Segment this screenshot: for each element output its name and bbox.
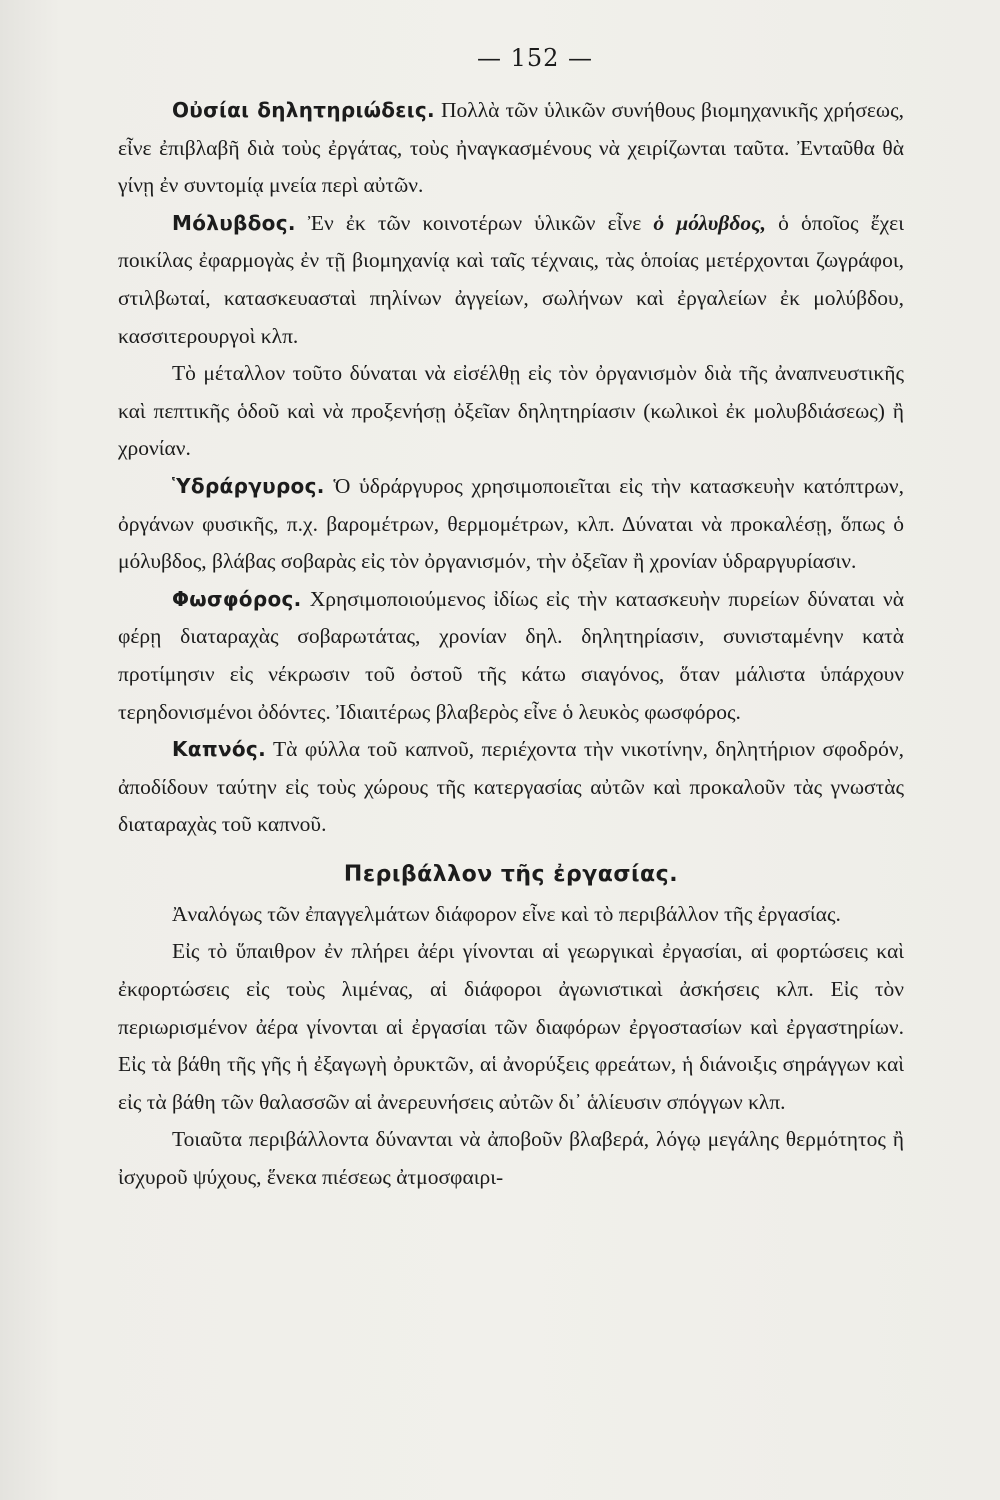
paragraph-text: Ὁ ὑδράργυρος χρησιμοποιεῖται εἰς τὴν κατασκευὴν κατόπτρων, ὀργάνων φυσικῆς, π.χ. βαρομέτρων, θερμομέτρων, κλπ. Δύναται νὰ προκαλέσῃ, ὅπως ὁ μόλυβδος, βλάβας σοβαρὰς εἰς τὸν ὀργανισμόν, τὴν ὀξεῖαν ἢ χρονίαν ὑδραργυρίασιν.: [118, 473, 904, 574]
paragraph-lead-effects: [118, 355, 904, 468]
paragraph-text: ὁ ὁποῖος ἔχει ποικίλας ἐφαρμογὰς ἐν τῇ βιομηχανίᾳ καὶ ταῖς τέχναις, τὰς ὁποίας μετέρχονται ζωγράφοι, στιλβωταί, κατασκευασταὶ πηλίνων ἀγγείων, σωλήνων καὶ ἐργαλείων ἐκ μολύβδου, κασσιτερουργοὶ κλπ.: [118, 210, 904, 348]
lead-lead: Μόλυβδος.: [172, 210, 296, 235]
paragraph-lead: [118, 205, 904, 355]
emphasized-term: ὁ μόλυβδος,: [653, 210, 767, 235]
page-body: [118, 92, 904, 1197]
paragraph-work-environment: [118, 896, 904, 934]
paragraph-harmful-environments: [118, 1121, 904, 1196]
paragraph-mercury: [118, 468, 904, 581]
lead-phosphorus: Φωσφόρος.: [172, 586, 302, 611]
paragraph-text: Εἰς τὸ ὕπαιθρον ἐν πλήρει ἀέρι γίνονται αἱ γεωργικαὶ ἐργασίαι, αἱ φορτώσεις καὶ ἐκφορτώσεις εἰς τοὺς λιμένας, αἱ διάφοροι ἀγωνιστικαὶ ἀσκήσεις κλπ. Εἰς τὸν περιωρισμένον ἀέρα γίνονται αἱ ἐργασίαι τῶν διαφόρων ἐργοστασίων καὶ ἐργαστηρίων. Εἰς τὰ βάθη τῆς γῆς ἡ ἐξαγωγὴ ὀρυκτῶν, αἱ ἀνορύξεις φρεάτων, ἡ διάνοιξις σηράγγων καὶ εἰς τὰ βάθη τῶν θαλασσῶν αἱ ἀνερευνήσεις αὐτῶν δι᾽ ἁλίευσιν σπόγγων κλπ.: [118, 939, 904, 1114]
paragraph-phosphorus: [118, 581, 904, 731]
paragraph-text: Ἀναλόγως τῶν ἐπαγγελμάτων διάφορον εἶνε καὶ τὸ περιβάλλον τῆς ἐργασίας.: [172, 901, 841, 926]
paragraph-tobacco: [118, 731, 904, 844]
paragraph-environment-types: [118, 933, 904, 1121]
paragraph-text: Πολλὰ τῶν ὑλικῶν συνήθους βιομηχανικῆς χρήσεως, εἶνε ἐπιβλαβῆ διὰ τοὺς ἐργάτας, τοὺς ἠναγκασμένους νὰ χειρίζωνται ταῦτα. Ἐνταῦθα θὰ γίνῃ ἐν συντομίᾳ μνεία περὶ αὐτῶν.: [118, 98, 904, 198]
paragraph-toxic-substances: [118, 92, 904, 205]
paragraph-text: Τοιαῦτα περιβάλλοντα δύνανται νὰ ἀποβοῦν βλαβερά, λόγῳ μεγάλης θερμότητος ἢ ἰσχυροῦ ψύχους, ἕνεκα πιέσεως ἀτμοσφαιρι-: [118, 1127, 904, 1190]
lead-mercury: Ὑδράργυρος.: [172, 473, 325, 498]
paragraph-text: Χρησιμοποιούμενος ἰδίως εἰς τὴν κατασκευὴν πυρείων δύναται νὰ φέρῃ διαταραχὰς σοβαρωτάτας, χρονίαν δηλ. δηλητηρίασιν, συνισταμένην κατὰ προτίμησιν εἰς νέκρωσιν τοῦ ὀστοῦ τῆς κάτω σιαγόνος, ὅταν μάλιστα ὑπάρχουν τερηδονισμένοι ὀδόντες. Ἰδιαιτέρως βλαβερὸς εἶνε ὁ λευκὸς φωσφόρος.: [118, 586, 904, 724]
paragraph-text: Τὸ μέταλλον τοῦτο δύναται νὰ εἰσέλθῃ εἰς τὸν ὀργανισμὸν διὰ τῆς ἀναπνευστικῆς καὶ πεπτικῆς ὁδοῦ καὶ νὰ προξενήσῃ ὀξεῖαν δηλητηρίασιν (κωλικοὶ ἐκ μολυβδιάσεως) ἢ χρονίαν.: [118, 361, 904, 461]
paragraph-text: Ἐν ἐκ τῶν κοινοτέρων ὑλικῶν εἶνε: [295, 210, 654, 235]
section-heading: Περιβάλλον τῆς ἐργασίας.: [343, 861, 679, 887]
page-number: — 152 —: [476, 44, 594, 72]
paragraph-text: Τὰ φύλλα τοῦ καπνοῦ, περιέχοντα τὴν νικοτίνην, δηλητήριον σφοδρόν, ἀποδίδουν ταύτην εἰς τοὺς χώρους τῆς κατεργασίας αὐτῶν καὶ προκαλοῦν τὰς γνωστὰς διαταραχὰς τοῦ καπνοῦ.: [118, 737, 904, 837]
lead-toxic-substances: Οὐσίαι δηλητηριώδεις.: [172, 98, 435, 122]
lead-tobacco: Καπνός.: [172, 737, 266, 762]
